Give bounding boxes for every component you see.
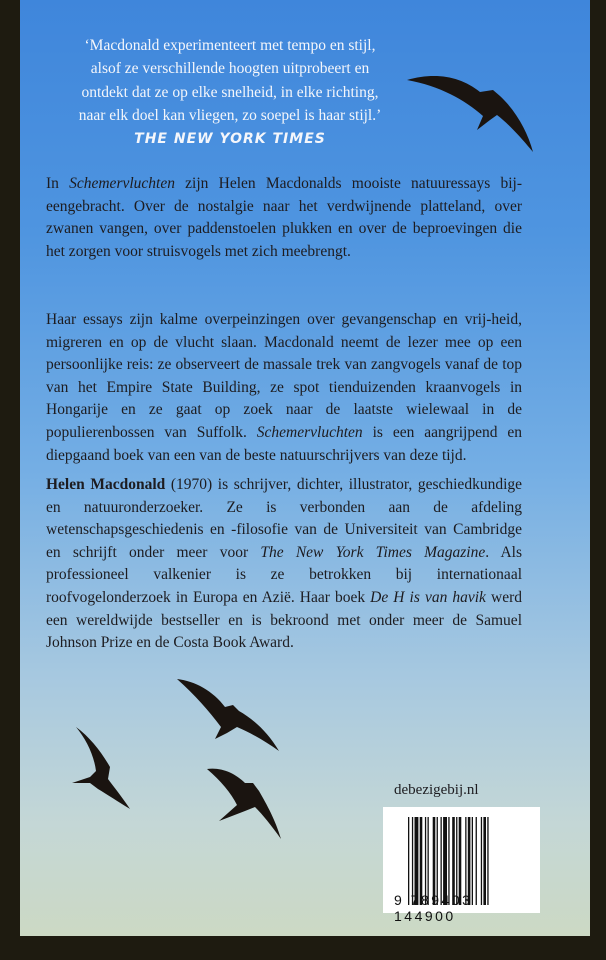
author-name: Helen Macdonald xyxy=(46,476,166,493)
paragraph-intro xyxy=(46,173,522,263)
text: werd een wereldwijde bestseller en is bekroond met onder meer de Samuel Johnson Prize en de Costa Book Award. xyxy=(46,588,522,652)
paragraph-essays xyxy=(46,309,522,467)
text: In xyxy=(46,175,70,192)
text: . Als professioneel valkenier is ze betrokken bij internationaal roofvogelonderzoek in Europa en Azië. Haar boek xyxy=(46,543,522,606)
text: zijn Helen Macdonalds mooiste natuuressays bij-eengebracht. Over de nostalgie naar het verdwijnende platteland, over zwanen vangen, over paddenstoelen plukken en over de beproevingen die het zorgen voor struisvogels met zich meebrengt. xyxy=(46,175,522,260)
text: is een aangrijpend en diepgaand boek van een van de beste natuurschrijvers van deze tijd. xyxy=(46,423,523,464)
review-quote xyxy=(40,34,420,151)
text: Haar essays zijn kalme overpeinzingen over gevangenschap en vrij-heid, migreren en op de vlucht slaan. Macdonald neemt de lezer mee op een persoonlijke reis: ze observeert de massale trek van zangvogels vanaf de top van het Empire State Building, ze spot tienduizenden kraanvogels in Hongarije en ze gaat op zoek naar de laatste wielewaal in de populierenbossen van Suffolk. xyxy=(46,311,522,441)
swift-bird-icon xyxy=(405,70,535,155)
quote-line: alsof ze verschillende hoogten uitprobeert en xyxy=(90,60,370,78)
quote-line: ontdekt dat ze op elke snelheid, in elke richting, xyxy=(81,83,379,101)
swift-bird-icon xyxy=(175,675,280,755)
swift-bird-icon xyxy=(68,725,133,810)
isbn-number: 9 789403 144900 xyxy=(394,892,473,924)
magazine-title: The New York Times Magazine xyxy=(260,543,486,561)
book-title: Schemervluchten xyxy=(69,175,175,192)
quote-line: naar elk doel kan vliegen, zo soepel is haar stijl.’ xyxy=(78,106,382,124)
book-title: De H is van havik xyxy=(370,588,486,606)
quote-line: ‘Macdonald experimenteert met tempo en stijl, xyxy=(84,37,376,54)
swift-bird-icon xyxy=(205,765,285,840)
quote-source: THE NEW YORK TIMES xyxy=(134,131,326,148)
text: (1970) is schrijver, dichter, illustrator, geschiedkundige en natuuronderzoeker. Ze is verbonden aan de afdeling wetenschapsgeschiedenis en -filosofie van de Universiteit van Cambridge en schrijft onder meer voor xyxy=(46,476,522,561)
book-title: Schemervluchten xyxy=(256,423,363,441)
paragraph-author-bio xyxy=(46,474,522,655)
publisher-website: debezigebij.nl xyxy=(394,782,479,798)
isbn-barcode xyxy=(383,807,540,924)
